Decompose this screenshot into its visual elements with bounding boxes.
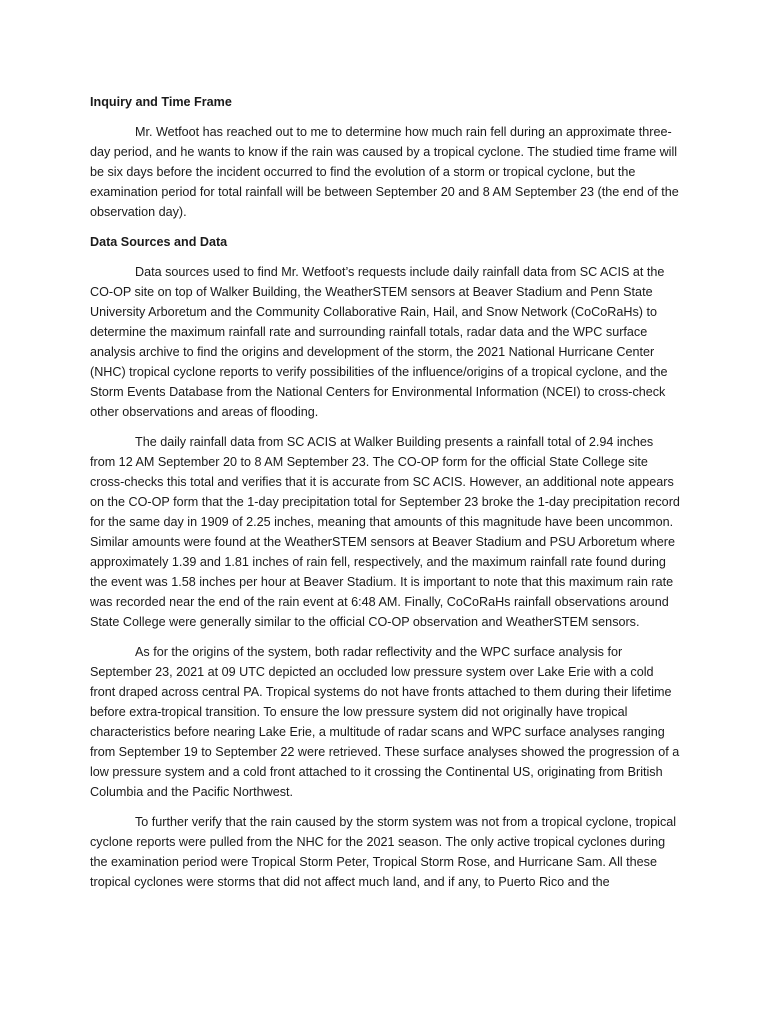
- section-heading-inquiry: Inquiry and Time Frame: [90, 95, 232, 109]
- paragraph-rainfall-data: The daily rainfall data from SC ACIS at Walker Building presents a rainfall total of 2.94 inches from 12 AM September 20 to 8 AM September 23. The CO-OP form for the official State College site cross-checks this total and verifies that it is accurate from SC ACIS. However, an additional note appears on the CO-OP form that the 1-day precipitation total for September 23 broke the 1-day precipitation record for the same day in 1909 of 2.25 inches, meaning that amounts of this magnitude have been uncommon. Similar amounts were found at the WeatherSTEM sensors at Beaver Stadium and PSU Arboretum where approximately 1.39 and 1.81 inches of rain fell, respectively, and the maximum rainfall rate found during the event was 1.58 inches per hour at Beaver Stadium. It is important to note that this maximum rain rate was recorded near the end of the rain event at 6:48 AM. Finally, CoCoRaHs rainfall observations around State College were generally similar to the official CO-OP observation and WeatherSTEM sensors.: [90, 435, 680, 629]
- section-heading-data-sources: Data Sources and Data: [90, 235, 228, 249]
- paragraph-data-sources: Data sources used to find Mr. Wetfoot’s requests include daily rainfall data from SC ACIS at the CO-OP site on top of Walker Building, the WeatherSTEM sensors at Beaver Stadium and Penn State University Arboretum and the Community Collaborative Rain, Hail, and Snow Network (CoCoRaHs) to determine the maximum rainfall rate and surrounding rainfall totals, radar data and the WPC surface analysis archive to find the origins and development of the storm, the 2021 National Hurricane Center (NHC) tropical cyclone reports to verify possibilities of the influence/origins of a tropical cyclone, and the Storm Events Database from the National Centers for Environmental Information (NCEI) to cross-check other observations and areas of flooding.: [90, 265, 668, 419]
- document-page: [90, 92, 680, 902]
- paragraph-system-origins: As for the origins of the system, both radar reflectivity and the WPC surface analysis for September 23, 2021 at 09 UTC depicted an occluded low pressure system over Lake Erie with a cold front draped across central PA. Tropical systems do not have fronts attached to them during their lifetime before extra-tropical transition. To ensure the low pressure system did not originally have tropical characteristics before nearing Lake Erie, a multitude of radar scans and WPC surface analyses ranging from September 19 to September 22 were retrieved. These surface analyses showed the progression of a low pressure system and a cold front attached to it crossing the Continental US, originating from British Columbia and the Pacific Northwest.: [90, 645, 680, 799]
- paragraph-inquiry: Mr. Wetfoot has reached out to me to determine how much rain fell during an approximate three-day period, and he wants to know if the rain was caused by a tropical cyclone. The studied time frame will be six days before the incident occurred to find the evolution of a storm or tropical cyclone, but the examination period for total rainfall will be between September 20 and 8 AM September 23 (the end of the observation day).: [90, 125, 679, 219]
- paragraph-tropical-cyclone-check: To further verify that the rain caused by the storm system was not from a tropical cyclone, tropical cyclone reports were pulled from the NHC for the 2021 season. The only active tropical cyclones during the examination period were Tropical Storm Peter, Tropical Storm Rose, and Hurricane Sam. All these tropical cyclones were storms that did not affect much land, and if any, to Puerto Rico and the: [90, 815, 677, 889]
